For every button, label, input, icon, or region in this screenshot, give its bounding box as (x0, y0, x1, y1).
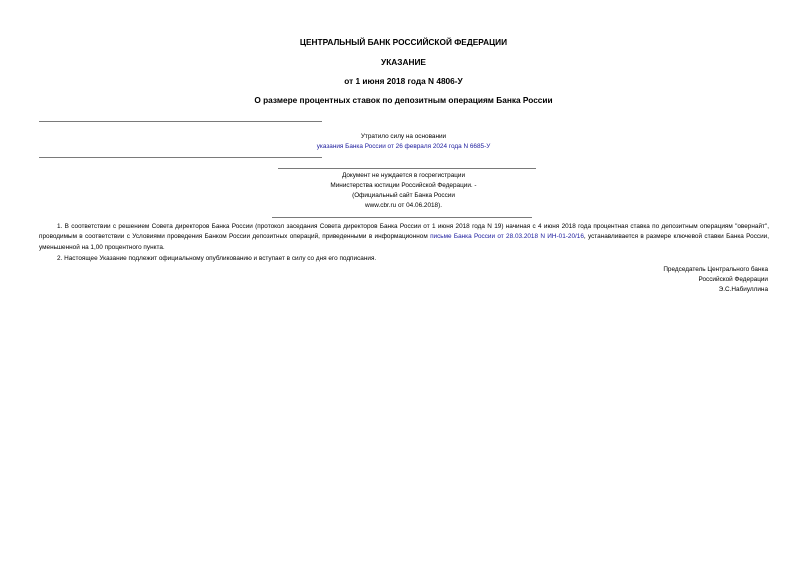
paragraph-1-link[interactable]: письме Банка России от 28.03.2018 N ИН-01-20/16 (430, 233, 584, 241)
validity-note-line: Утратило силу на основании (360, 133, 447, 140)
signature-position-2: Российской Федерации (698, 276, 768, 283)
doc-date-number: от 1 июня 2018 года N 4806-У (344, 76, 463, 86)
registration-line-4: www.cbr.ru от 04.06.2018). (364, 202, 443, 209)
paragraph-1-text: 1. В соответствии с решением Совета директоров Банка России (протокол заседания Совета директоров Банка России от 1 июня 2018 года N 19) начиная с 4 июня 2018 года процентная ставка по депозитным операциям "овернайт", проводимым в соответствии с Условиями проведения Банком России депозитных операций, приведенными в информационном (39, 223, 769, 241)
divider-top (39, 121, 322, 122)
doc-type-title: УКАЗАНИЕ (381, 57, 426, 67)
divider-validity (39, 157, 322, 158)
divider-registration-top (278, 168, 536, 169)
registration-line-1: Документ не нуждается в госрегистрации (341, 172, 466, 179)
registration-line-2: Министерства юстиции Российской Федерации. - (330, 182, 477, 189)
signature-position-1: Председатель Центрального банка (663, 266, 768, 273)
registration-line-3: (Официальный сайт Банка России (352, 192, 455, 199)
paragraph-2: 2. Настоящее Указание подлежит официальному опубликованию и вступает в силу со дня его подписания. (57, 255, 377, 262)
paragraph-1 (39, 222, 769, 253)
paragraph-1-tail: , устанавливается в размере ключевой ставки Банка России, уменьшенной на 1,00 процентного пункта. (39, 233, 770, 251)
validity-note-link[interactable]: указания Банка России от 26 февраля 2024 года N 6685-У (316, 143, 491, 150)
org-title: ЦЕНТРАЛЬНЫЙ БАНК РОССИЙСКОЙ ФЕДЕРАЦИИ (299, 37, 508, 47)
divider-registration-bottom (272, 217, 532, 218)
signature-name: Э.С.Набиуллина (718, 286, 768, 293)
doc-subject: О размере процентных ставок по депозитным операциям Банка России (254, 95, 553, 105)
